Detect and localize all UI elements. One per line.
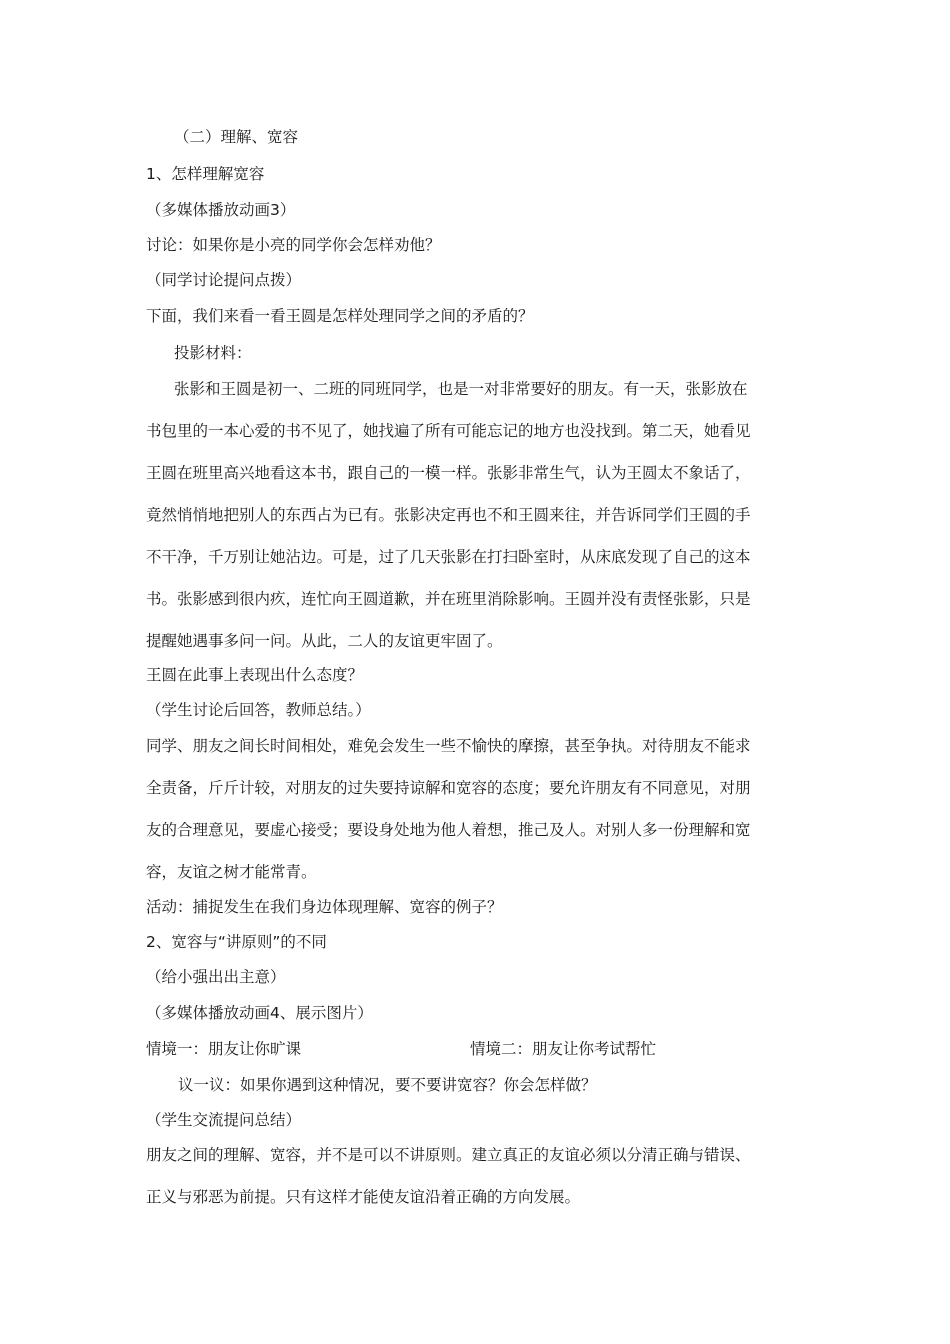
conclusion-line: 正义与邪恶为前提。只有这样才能使友谊沿着正确的方向发展。 <box>146 1188 581 1206</box>
story-line: 竟然悄悄地把别人的东西占为已有。张影决定再也不和王圆来往，并告诉同学们王圆的手 <box>146 506 751 524</box>
conclusion-line: 朋友之间的理解、宽容，并不是可以不讲原则。建立真正的友谊必须以分清正确与错误、 <box>146 1146 751 1164</box>
section-heading: （二）理解、宽容 <box>174 128 299 146</box>
discuss-prompt: 议一议：如果你遇到这种情况，要不要讲宽容？你会怎样做？ <box>178 1076 597 1094</box>
multimedia-note-1: （多媒体播放动画3） <box>146 201 296 219</box>
subsection-2-title: 2、宽容与“讲原则”的不同 <box>146 933 327 951</box>
scenario-two: 情境二：朋友让你考试帮忙 <box>470 1040 657 1058</box>
story-line: 王圆在班里高兴地看这本书，跟自己的一模一样。张影非常生气，认为王圆太不象话了， <box>146 464 751 482</box>
summary-line: 容，友谊之树才能常青。 <box>146 863 317 881</box>
scenario-one: 情境一：朋友让你旷课 <box>146 1040 302 1058</box>
story-line: 张影和王圆是初一、二班的同班同学，也是一对非常要好的朋友。有一天，张影放在 <box>174 380 748 398</box>
summary-line: 全责备，斤斤计较，对朋友的过失要持谅解和宽容的态度；要允许朋友有不同意见，对朋 <box>146 779 751 797</box>
attitude-question: 王圆在此事上表现出什么态度？ <box>146 666 364 684</box>
activity-line: 活动：捕捉发生在我们身边体现理解、宽容的例子？ <box>146 898 503 916</box>
story-line: 书包里的一本心爱的书不见了，她找遍了所有可能忘记的地方也没找到。第二天，她看见 <box>146 422 751 440</box>
summary-line: 友的合理意见，要虚心接受；要设身处地为他人着想，推己及人。对别人多一份理解和宽 <box>146 821 751 839</box>
student-discussion-note: （同学讨论提问点拨） <box>146 271 302 289</box>
projection-label: 投影材料： <box>174 344 252 362</box>
teacher-summary-note: （学生讨论后回答，教师总结。） <box>146 701 371 719</box>
intro-question: 下面，我们来看一看王圆是怎样处理同学之间的矛盾的？ <box>146 307 534 325</box>
summary-line: 同学、朋友之间长时间相处，难免会发生一些不愉快的摩擦，甚至争执。对待朋友不能求 <box>146 737 751 755</box>
discussion-question: 讨论：如果你是小亮的同学你会怎样劝他？ <box>146 236 441 254</box>
story-line: 不干净，千万别让她沾边。可是，过了几天张影在打扫卧室时，从床底发现了自己的这本 <box>146 548 751 566</box>
multimedia-note-2: （多媒体播放动画4、展示图片） <box>146 1004 373 1022</box>
story-line: 提醒她遇事多问一问。从此，二人的友谊更牢固了。 <box>146 632 503 650</box>
story-line: 书。张影感到很内疚，连忙向王圆道歉，并在班里消除影响。王圆并没有责怪张影，只是 <box>146 590 751 608</box>
exchange-note: （学生交流提问总结） <box>146 1111 302 1129</box>
subsection-1-title: 1、怎样理解宽容 <box>146 165 265 183</box>
advice-note: （给小强出出主意） <box>146 968 286 986</box>
